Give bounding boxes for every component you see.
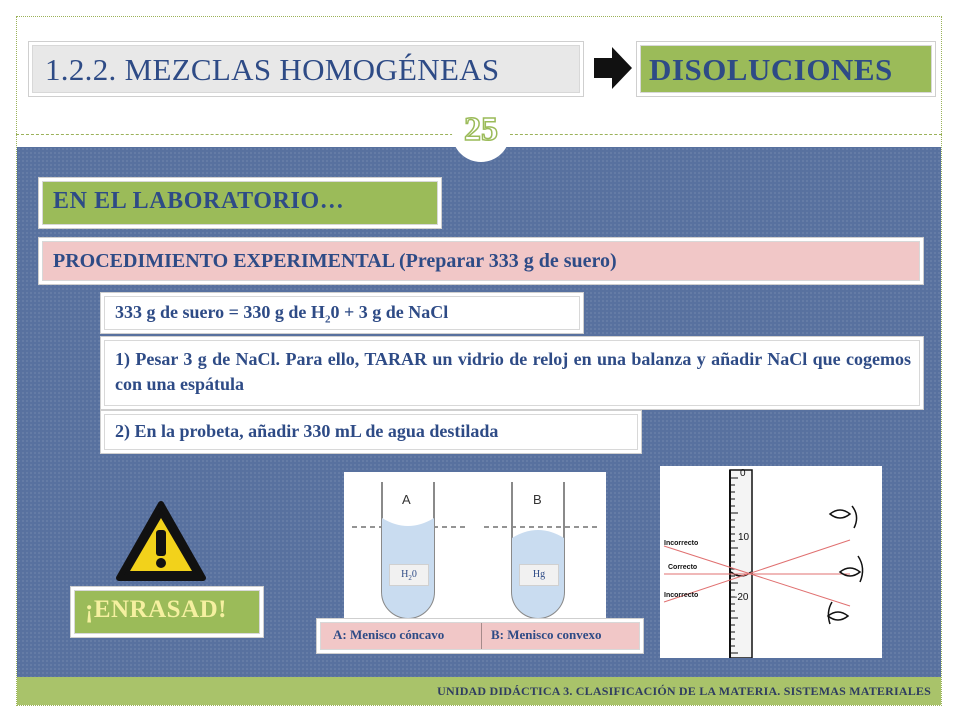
graduated-cylinder-figure — [660, 466, 882, 658]
tubes-drawing — [344, 472, 606, 622]
lab-heading-box — [42, 181, 438, 225]
tube-b-letter: B — [533, 492, 542, 507]
cyl-tick-20: -20 — [734, 592, 749, 603]
equation-text — [115, 302, 448, 326]
step-2-box — [104, 414, 638, 450]
warning-icon — [115, 500, 207, 582]
step-2-text: 2) En la probeta, añadir 330 mL de agua destilada — [115, 421, 499, 441]
cylinder-drawing — [660, 466, 882, 658]
liquid-a-sub: 2 — [408, 574, 412, 582]
page-subtitle: DISOLUCIONES — [649, 52, 893, 87]
lab-heading: EN EL LABORATORIO… — [53, 188, 345, 214]
equation-part-a: 333 g de suero = 330 g de H — [115, 302, 325, 322]
footer-text: UNIDAD DIDÁCTICA 3. CLASIFICACIÓN DE LA MATERIA. SISTEMAS MATERIALES — [437, 684, 931, 698]
cyl-tick-0: 0 — [740, 468, 746, 479]
step-1-text: 1) Pesar 3 g de NaCl. Para ello, TARAR un vidrio de reloj en una balanza y añadir NaCl que cogemos con una espátula — [115, 349, 911, 394]
footer-bar — [17, 677, 941, 705]
slide-number: 25 — [464, 111, 498, 148]
step-1-box — [104, 340, 920, 406]
caption-concave: A: Menisco cóncavo — [333, 627, 445, 642]
enrasad-label: ¡ENRASAD! — [85, 596, 227, 623]
equation-box — [104, 296, 580, 330]
tube-a-liquid-label — [389, 564, 429, 586]
meniscus-tubes-figure — [344, 472, 606, 622]
liquid-a-end: 0 — [411, 569, 417, 580]
subtitle-box — [640, 45, 932, 93]
equation-part-b: 0 + 3 g de NaCl — [330, 302, 449, 322]
equation-subscript: 2 — [324, 313, 331, 326]
label-incorrect-top: Incorrecto — [664, 540, 699, 547]
tube-b-liquid-label: Hg — [519, 564, 559, 586]
label-correct: Correcto — [668, 564, 698, 571]
arrow-right-icon — [594, 45, 634, 91]
caption-convex: B: Menisco convexo — [491, 627, 602, 642]
meniscus-caption-box — [320, 622, 640, 650]
page-title: 1.2.2. MEZCLAS HOMOGÉNEAS — [45, 52, 500, 87]
enrasad-box — [74, 590, 260, 634]
eye-icons — [828, 506, 863, 624]
cyl-tick-10: 10 — [738, 532, 750, 543]
slide-number-badge — [452, 104, 510, 162]
procedure-heading: PROCEDIMIENTO EXPERIMENTAL (Preparar 333 g de suero) — [53, 250, 617, 272]
label-incorrect-bottom: Incorrecto — [664, 592, 699, 599]
title-box — [32, 45, 580, 93]
procedure-box — [42, 241, 920, 281]
liquid-a-main: H — [401, 569, 409, 580]
caption-divider — [481, 623, 482, 649]
tube-a-letter: A — [402, 492, 411, 507]
